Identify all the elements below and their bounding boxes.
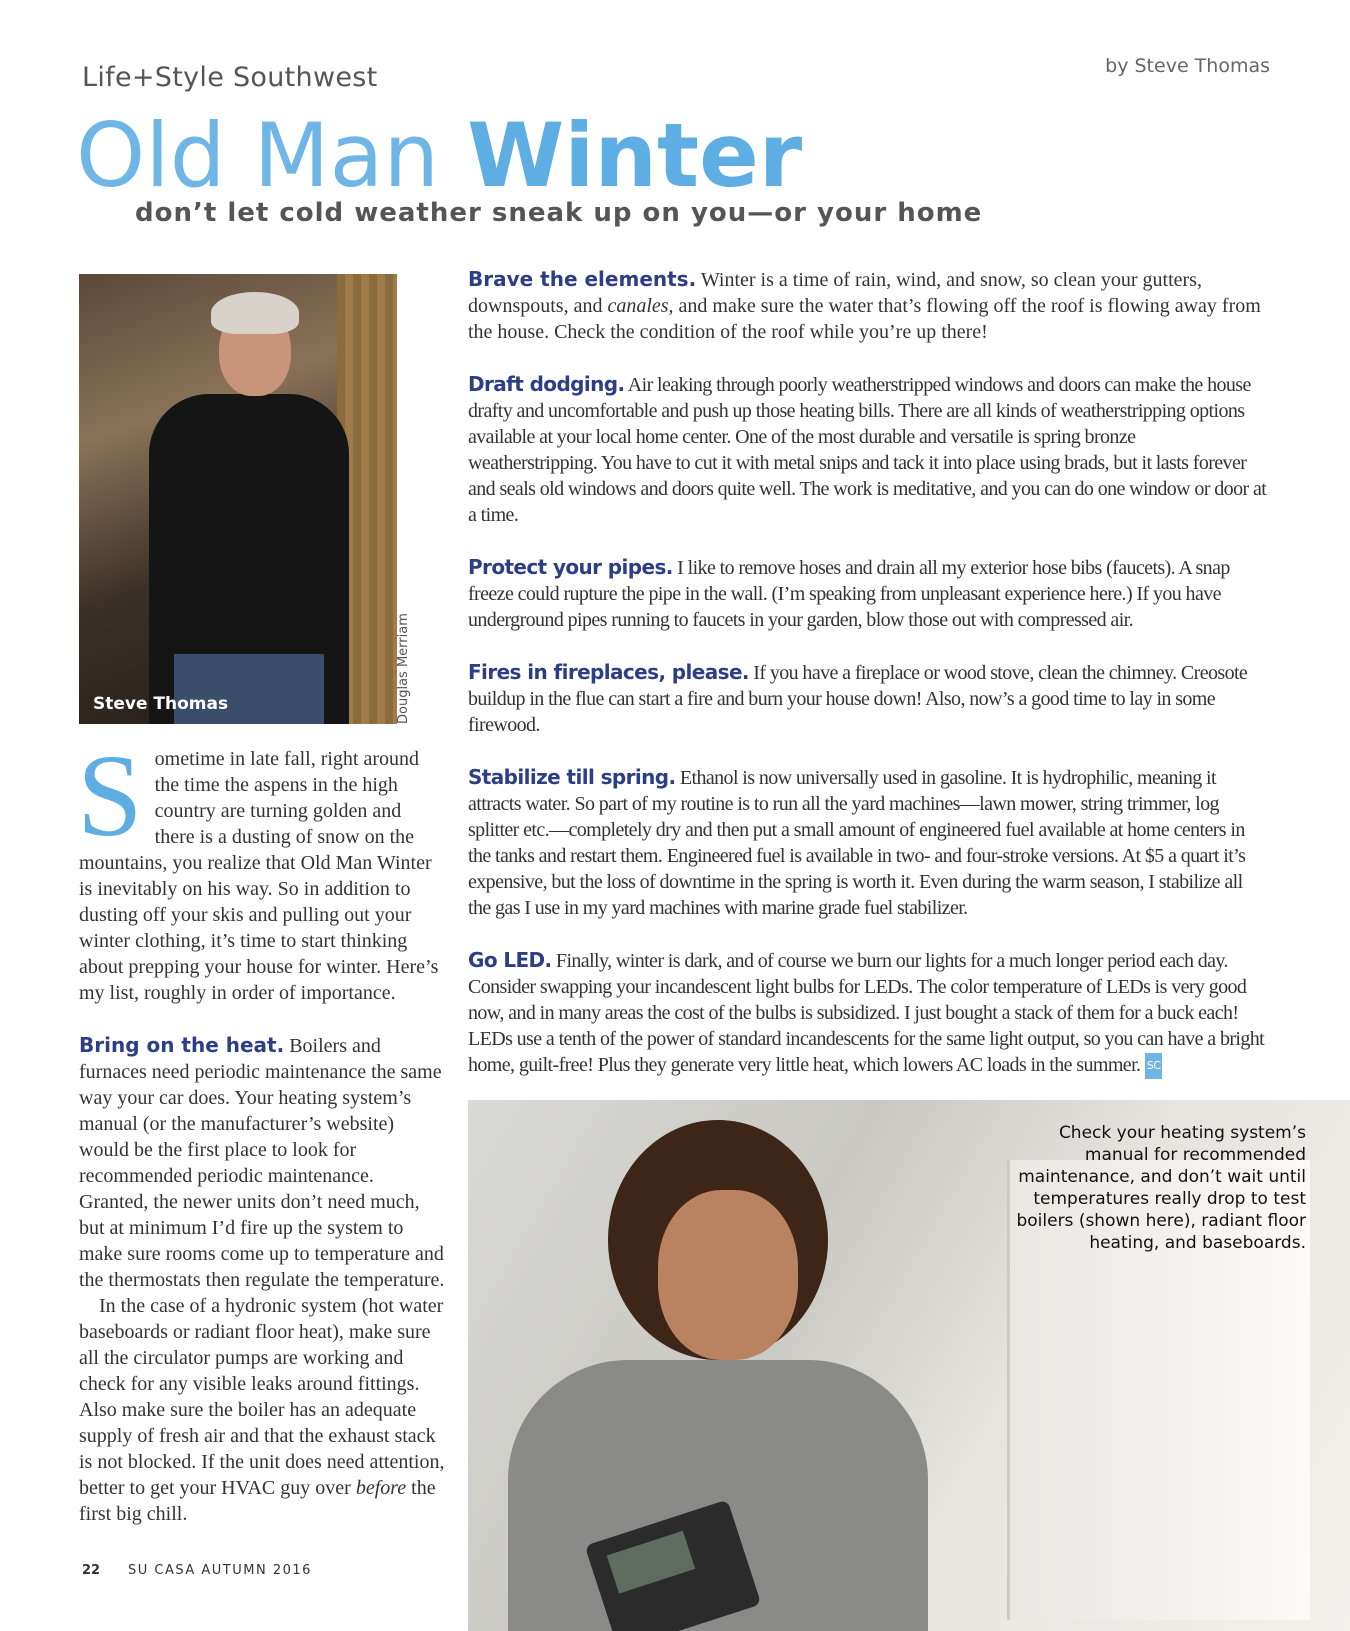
tip-heading: Fires in fireplaces, please. [468,660,749,684]
intro-text: ometime in late fall, right around the time the aspens in the high country are turning golden and there is a dusting of snow on the mountains, you realize that Old Man Winter is inevitably on his way. So in addition to dusting off your skis and pulling out your winter clothing, it’s time to start thinking about prepping your house for winter. Here’s my list, roughly in order of importance. [79,748,439,1004]
author-portrait-photo [79,274,397,724]
heat-text-2a: In the case of a hydronic system (hot water baseboards or radiant floor heat), make sure all the circulator pumps are working and check for any visible leaks around fittings. Also make sure the boiler has an adequate supply of fresh air and that the exhaust stack is not blocked. If the unit does need attention, better to get your HVAC guy over [79,1295,445,1499]
tip-text: Ethanol is now universally used in gasoline. It is hydrophilic, meaning it attracts water. So part of my routine is to run all the yard machines—lawn mower, string trimmer, log splitter etc.—completely dry and then put a small amount of engineered fuel available at home centers in the tanks and restart them. Engineered fuel is available in two- and four-stroke versions. At $5 a quart it’s expensive, but the loss of downtime in the spring is worth it. Even during the warm season, I stabilize all the gas I use in my yard machines with marine grade fuel stabilizer. [468,767,1246,919]
magazine-issue: SU CASA AUTUMN 2016 [128,1563,312,1578]
tip-fireplaces [468,659,1268,738]
portrait-figure-hair [211,292,299,334]
photo-credit: Douglas Merriam [396,613,411,724]
heat-text-2b: the first big chill. [79,1477,436,1525]
heat-heading: Bring on the heat. [79,1033,285,1057]
boiler-technician-photo [468,1100,1350,1631]
heat-text-1: Boilers and furnaces need periodic maintenance the same way your car does. Your heating system’s manual (or the manufacturer’s website) would be the first place to look for recommended periodic maintenance. Granted, the newer units don’t need much, but at minimum I’d fire up the system to make sure rooms come up to temperature and the thermostats then regulate the temperature. [79,1035,445,1291]
title-bold: Winter [467,104,803,207]
title-light: Old Man [76,104,468,207]
section-label: Life+Style Southwest [82,62,378,93]
page-number: 22 [82,1563,101,1578]
tip-text-emphasis: canales [607,295,669,317]
article-subtitle: don’t let cold weather sneak up on you—or your home [135,198,983,228]
tip-heading: Go LED. [468,948,552,972]
hydronic-paragraph [79,1293,445,1527]
tip-heading: Brave the elements. [468,267,697,291]
tip-text: , and make sure the water that’s flowing off the roof is flowing away from the house. Check the condition of the roof while you’re up there! [468,295,1261,343]
heat-text-2-emphasis: before [355,1477,407,1499]
end-mark-icon: SC [1145,1053,1162,1079]
tip-text: Air leaking through poorly weatherstripped windows and doors can make the house drafty and uncomfortable and push up those heating bills. There are all kinds of weatherstripping options available at your local home center. One of the most durable and versatile is spring bronze weatherstripping. You have to cut it with metal snips and tack it into place using brads, but it lasts forever and seals old windows and doors quite well. The work is meditative, and you can do one window or door at a time. [468,374,1267,526]
drop-cap: S [77,730,143,861]
left-column [77,730,445,1527]
tip-stabilize [468,764,1268,921]
tip-protect-pipes [468,554,1268,633]
heat-paragraph [79,1032,445,1293]
portrait-caption: Steve Thomas [93,694,229,714]
tip-text: Winter is a time of rain, wind, and snow, so clean your gutters, downspouts, and [468,269,1202,317]
tip-text: If you have a fireplace or wood stove, clean the chimney. Creosote buildup in the flue can start a fire and burn your house down! Also, now’s a good time to lay in some firewood. [468,662,1248,736]
tip-heading: Stabilize till spring. [468,765,676,789]
tip-go-led [468,947,1268,1079]
intro-paragraph [77,730,445,1006]
right-column [468,266,1268,1181]
tip-heading: Draft dodging. [468,372,625,396]
tip-text: I like to remove hoses and drain all my exterior hose bibs (faucets). A snap freeze could rupture the pipe in the wall. (I’m speaking from unpleasant experience here.) If you have underground pipes running to faucets in your garden, blow those out with compressed air. [468,557,1230,631]
photo-technician-face [658,1190,798,1360]
tip-draft-dodging [468,371,1268,528]
tip-brave-elements [468,266,1268,345]
multimeter-screen [607,1531,695,1594]
photo-caption: Check your heating system’s manual for recommended maintenance, and don’t wait until temperatures really drop to test boilers (shown here), radiant floor heating, and baseboards. [1016,1123,1306,1253]
tip-text: Finally, winter is dark, and of course we burn our lights for a much longer period each day. Consider swapping your incandescent light bulbs for LEDs. The color temperature of LEDs is very good now, and in many areas the cost of the bulbs is subsidized. I just bought a stack of them for a buck each! LEDs use a tenth of the power of standard incandescents for the same light output, so you can have a bright home, guilt-free! Plus they generate very little heat, which lowers AC loads in the summer. [468,950,1265,1076]
byline: by Steve Thomas [1105,55,1270,77]
tip-heading: Protect your pipes. [468,555,673,579]
article-title [76,104,803,207]
